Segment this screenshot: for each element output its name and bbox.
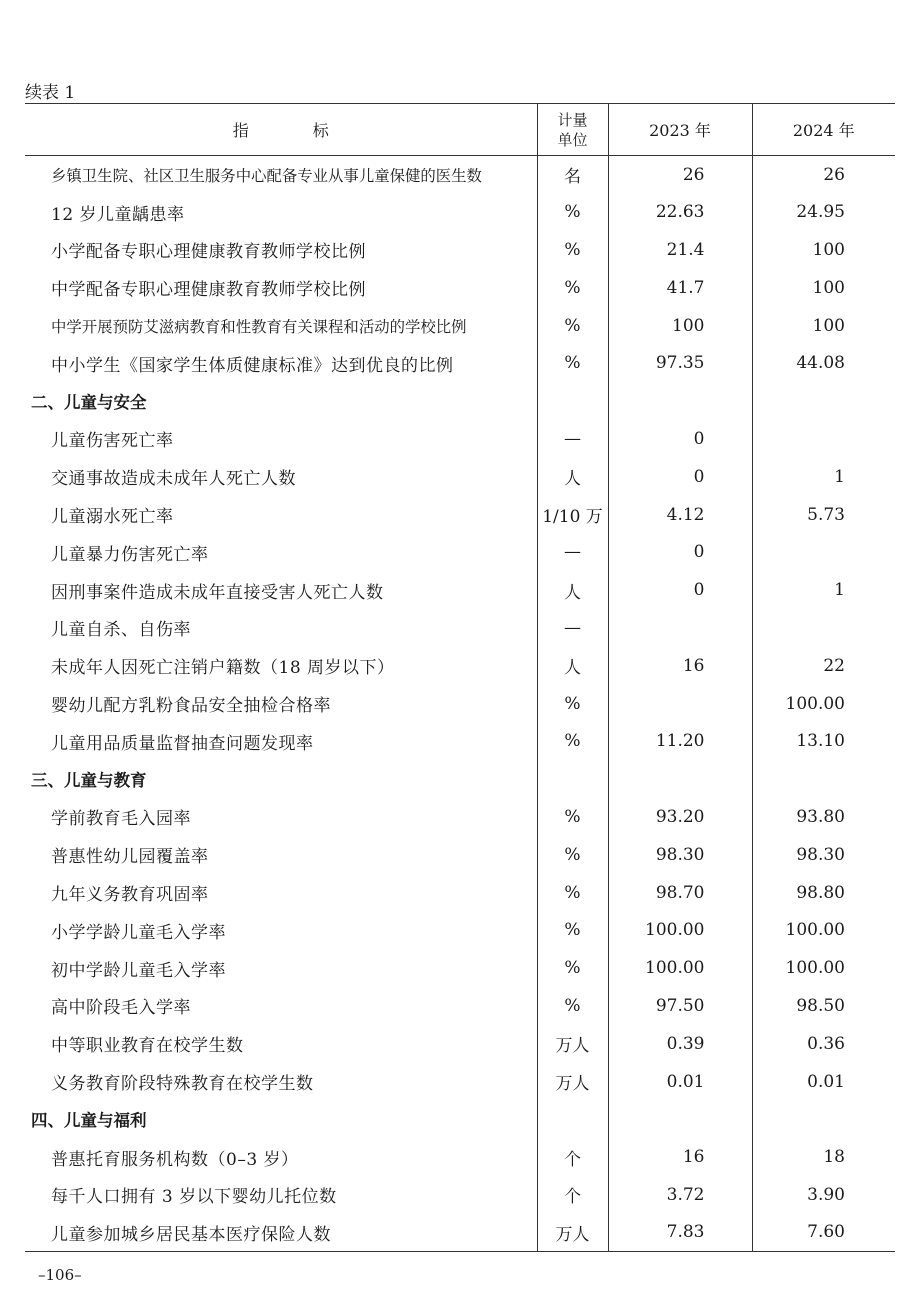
unit-cell: % (537, 307, 608, 345)
value-2023: 97.50 (608, 987, 752, 1025)
unit-cell: 1/10 万 (537, 496, 608, 534)
indicator-name: 儿童溺水死亡率 (51, 507, 174, 528)
indicator-name: 学前教育毛入园率 (51, 809, 191, 830)
value-2023: 0 (608, 420, 752, 458)
header-unit-line2: 单位 (557, 130, 588, 149)
value-2023: 11.20 (608, 722, 752, 760)
indicator-name: 儿童暴力伤害死亡率 (51, 544, 209, 565)
indicator-name: 小学配备专职心理健康教育教师学校比例 (51, 242, 366, 263)
value-2023: 16 (608, 647, 752, 685)
value-2023: 100.00 (608, 911, 752, 949)
empty-cell (752, 382, 895, 420)
indicator-name: 高中阶段毛入学率 (51, 998, 191, 1019)
indicator-name: 义务教育阶段特殊教育在校学生数 (51, 1074, 314, 1095)
header-year-2024: 2024 年 (752, 104, 895, 156)
indicator-name: 儿童伤害死亡率 (51, 431, 174, 452)
value-2023 (608, 685, 752, 723)
indicator-name: 儿童参加城乡居民基本医疗保险人数 (51, 1224, 331, 1245)
unit-cell: 人 (537, 647, 608, 685)
table-row (25, 533, 895, 571)
value-2024 (752, 609, 895, 647)
table-row (25, 496, 895, 534)
value-2024: 24.95 (752, 193, 895, 231)
value-2023: 100.00 (608, 949, 752, 987)
unit-cell: % (537, 798, 608, 836)
value-2023: 22.63 (608, 193, 752, 231)
value-2023: 100 (608, 307, 752, 345)
unit-cell: — (537, 420, 608, 458)
value-2024 (752, 533, 895, 571)
table-row (25, 571, 895, 609)
table-row (25, 987, 895, 1025)
value-2024: 3.90 (752, 1176, 895, 1214)
value-2023: 16 (608, 1138, 752, 1176)
unit-cell: 万人 (537, 1214, 608, 1252)
table-row (25, 949, 895, 987)
indicator-name: 中学配备专职心理健康教育教师学校比例 (51, 280, 366, 301)
header-year-2023: 2023 年 (608, 104, 752, 156)
unit-cell: % (537, 344, 608, 382)
unit-cell: % (537, 269, 608, 307)
page-number: –106– (38, 1266, 82, 1284)
value-2023 (608, 609, 752, 647)
section-title: 三、儿童与教育 (31, 771, 147, 791)
table-row (25, 798, 895, 836)
indicator-name: 婴幼儿配方乳粉食品安全抽检合格率 (51, 696, 331, 717)
section-row (25, 382, 895, 420)
table-caption: 续表 1 (25, 83, 76, 103)
unit-cell: % (537, 949, 608, 987)
value-2023: 41.7 (608, 269, 752, 307)
indicator-name: 中等职业教育在校学生数 (51, 1036, 244, 1057)
table-row (25, 420, 895, 458)
value-2024: 7.60 (752, 1214, 895, 1252)
value-2023: 26 (608, 156, 752, 194)
unit-cell: 名 (537, 156, 608, 194)
section-row (25, 760, 895, 798)
indicator-name: 初中学龄儿童毛入学率 (51, 960, 226, 981)
value-2024: 100.00 (752, 685, 895, 723)
unit-cell: % (537, 836, 608, 874)
table-row (25, 458, 895, 496)
value-2024: 100 (752, 231, 895, 269)
indicator-name: 儿童自杀、自伤率 (51, 620, 191, 641)
table-row (25, 156, 895, 194)
indicator-name: 中小学生《国家学生体质健康标准》达到优良的比例 (51, 355, 454, 376)
indicator-name: 中学开展预防艾滋病教育和性教育有关课程和活动的学校比例 (51, 317, 467, 336)
empty-cell (537, 382, 608, 420)
value-2024: 100.00 (752, 949, 895, 987)
unit-cell: 万人 (537, 1025, 608, 1063)
table-row (25, 1025, 895, 1063)
unit-cell: % (537, 874, 608, 912)
unit-cell: — (537, 533, 608, 571)
unit-cell: 万人 (537, 1063, 608, 1101)
section-title: 二、儿童与安全 (31, 393, 147, 413)
value-2024: 5.73 (752, 496, 895, 534)
value-2023: 4.12 (608, 496, 752, 534)
value-2024: 18 (752, 1138, 895, 1176)
unit-cell: 人 (537, 571, 608, 609)
table-row (25, 685, 895, 723)
value-2024: 100 (752, 269, 895, 307)
unit-cell: — (537, 609, 608, 647)
header-unit (537, 104, 608, 156)
value-2024: 100.00 (752, 911, 895, 949)
table-row (25, 1063, 895, 1101)
value-2024: 1 (752, 571, 895, 609)
table-row (25, 1138, 895, 1176)
empty-cell (537, 1100, 608, 1138)
section-title: 四、儿童与福利 (31, 1111, 147, 1131)
indicator-name: 小学学龄儿童毛入学率 (51, 922, 226, 943)
table-row (25, 836, 895, 874)
table-row (25, 193, 895, 231)
table-row (25, 874, 895, 912)
value-2023: 0 (608, 458, 752, 496)
table-row (25, 344, 895, 382)
value-2023: 0.01 (608, 1063, 752, 1101)
section-row (25, 1100, 895, 1138)
value-2024: 0.01 (752, 1063, 895, 1101)
empty-cell (608, 1100, 752, 1138)
table-row (25, 647, 895, 685)
table-row (25, 609, 895, 647)
value-2024: 98.50 (752, 987, 895, 1025)
table-row (25, 911, 895, 949)
unit-cell: % (537, 685, 608, 723)
indicator-name: 因刑事案件造成未成年直接受害人死亡人数 (51, 582, 384, 603)
indicator-name: 九年义务教育巩固率 (51, 885, 209, 906)
value-2024: 22 (752, 647, 895, 685)
value-2024: 93.80 (752, 798, 895, 836)
value-2023: 3.72 (608, 1176, 752, 1214)
unit-cell: 个 (537, 1138, 608, 1176)
indicator-name: 乡镇卫生院、社区卫生服务中心配备专业从事儿童保健的医生数 (51, 166, 482, 185)
unit-cell: % (537, 231, 608, 269)
table-row (25, 1176, 895, 1214)
value-2023: 0 (608, 571, 752, 609)
value-2023: 21.4 (608, 231, 752, 269)
empty-cell (537, 760, 608, 798)
empty-cell (752, 760, 895, 798)
indicator-name: 儿童用品质量监督抽查问题发现率 (51, 733, 314, 754)
value-2023: 0 (608, 533, 752, 571)
value-2024: 98.80 (752, 874, 895, 912)
value-2024: 13.10 (752, 722, 895, 760)
empty-cell (752, 1100, 895, 1138)
table-row (25, 722, 895, 760)
unit-cell: % (537, 911, 608, 949)
unit-cell: % (537, 193, 608, 231)
indicator-name: 普惠托育服务机构数（0–3 岁） (51, 1149, 299, 1170)
indicator-name: 每千人口拥有 3 岁以下婴幼儿托位数 (51, 1187, 337, 1208)
value-2024: 0.36 (752, 1025, 895, 1063)
value-2023: 98.70 (608, 874, 752, 912)
value-2023: 93.20 (608, 798, 752, 836)
value-2023: 0.39 (608, 1025, 752, 1063)
empty-cell (608, 382, 752, 420)
unit-cell: 个 (537, 1176, 608, 1214)
table-header (25, 104, 895, 156)
value-2023: 97.35 (608, 344, 752, 382)
value-2023: 7.83 (608, 1214, 752, 1252)
table-row (25, 307, 895, 345)
indicator-name: 普惠性幼儿园覆盖率 (51, 847, 209, 868)
unit-cell: % (537, 722, 608, 760)
indicator-name: 未成年人因死亡注销户籍数（18 周岁以下） (51, 658, 395, 679)
statistics-table (25, 103, 895, 1252)
value-2024: 98.30 (752, 836, 895, 874)
table-body (25, 156, 895, 1252)
value-2024 (752, 420, 895, 458)
header-indicator: 指 标 (232, 121, 329, 140)
unit-cell: 人 (537, 458, 608, 496)
value-2023: 98.30 (608, 836, 752, 874)
empty-cell (608, 760, 752, 798)
value-2024: 100 (752, 307, 895, 345)
value-2024: 26 (752, 156, 895, 194)
table-row (25, 231, 895, 269)
header-unit-line1: 计量 (557, 110, 588, 129)
indicator-name: 12 岁儿童龋患率 (51, 204, 185, 225)
value-2024: 44.08 (752, 344, 895, 382)
indicator-name: 交通事故造成未成年人死亡人数 (51, 469, 296, 490)
table-row (25, 269, 895, 307)
value-2024: 1 (752, 458, 895, 496)
table-row (25, 1214, 895, 1252)
unit-cell: % (537, 987, 608, 1025)
